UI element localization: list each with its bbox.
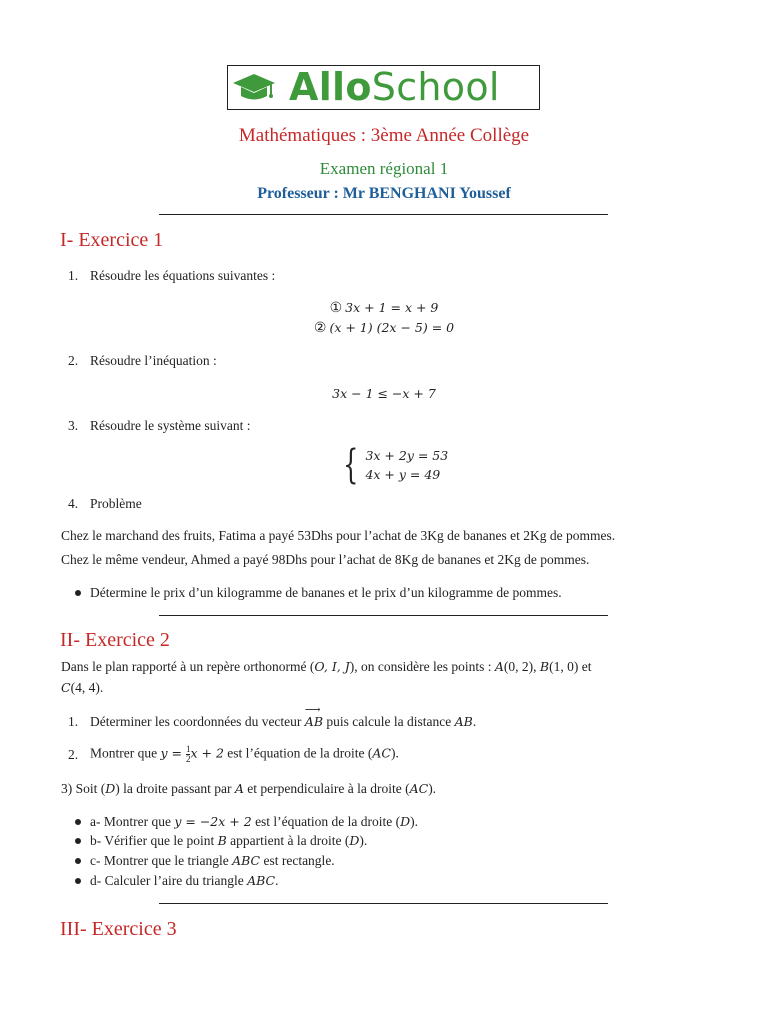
inequation: 3x − 1 ≤ −x + 7 bbox=[332, 386, 436, 401]
divider bbox=[159, 615, 608, 616]
logo-text: AlloSchool bbox=[289, 65, 500, 109]
paragraph: Dans le plan rapporté à un repère orthonormé (O, I, J), on considère les points : A(0, 2), B(1, 0) et bbox=[61, 659, 592, 674]
graduation-cap-icon bbox=[231, 70, 277, 106]
alloschool-logo[interactable] bbox=[227, 65, 540, 110]
question-number: 1. bbox=[68, 714, 79, 729]
circled-1-icon: ① bbox=[329, 301, 343, 316]
exercise-2-heading: II- Exercice 2 bbox=[60, 629, 170, 651]
equation-system bbox=[338, 442, 449, 488]
paragraph: 3) Soit (D) la droite passant par A et perpendiculaire à la droite (AC). bbox=[61, 781, 437, 796]
exercise-3-heading: III- Exercice 3 bbox=[60, 918, 177, 940]
bullet-text: c- Montrer que le triangle ABC est rectangle. bbox=[90, 853, 335, 868]
fraction: $\frac{1}{2}$ bbox=[185, 744, 191, 764]
question-text: Résoudre le système suivant : bbox=[90, 418, 251, 433]
bullet-text: Détermine le prix d’un kilogramme de bananes et le prix d’un kilogramme de pommes. bbox=[90, 585, 562, 600]
bullet-icon bbox=[75, 878, 81, 884]
divider bbox=[159, 214, 608, 215]
equation-2: ② (x + 1) (2x − 5) = 0 bbox=[313, 320, 455, 336]
system-line-1: 3x + 2y = 53 bbox=[365, 448, 449, 463]
document-subtitle: Examen régional 1 bbox=[319, 159, 449, 178]
bullet-icon bbox=[75, 858, 81, 864]
paragraph: C(4, 4). bbox=[61, 680, 104, 695]
equation-1: ① 3x + 1 = x + 9 bbox=[329, 300, 439, 316]
divider bbox=[159, 903, 608, 904]
paragraph: Chez le marchand des fruits, Fatima a payé 53Dhs pour l’achat de 3Kg de bananes et 2Kg de pommes. bbox=[61, 528, 616, 543]
bullet-icon bbox=[75, 590, 81, 596]
exercise-1-heading: I- Exercice 1 bbox=[60, 229, 164, 251]
document-title: Mathématiques : 3ème Année Collège bbox=[238, 125, 530, 146]
bullet-text: a- Montrer que y = −2x + 2 est l’équation de la droite (D). bbox=[90, 814, 419, 829]
circled-2-icon: ② bbox=[313, 321, 327, 336]
paragraph: Chez le même vendeur, Ahmed a payé 98Dhs pour l’achat de 8Kg de bananes et 2Kg de pommes. bbox=[61, 552, 590, 567]
teacher-name: Professeur : Mr BENGHANI Youssef bbox=[257, 185, 511, 202]
question-number: 2. bbox=[68, 747, 79, 762]
question-text: Résoudre l’inéquation : bbox=[90, 353, 217, 368]
question-number: 2. bbox=[68, 353, 79, 368]
question-text: Déterminer les coordonnées du vecteur ⟶ AB puis calcule la distance AB. bbox=[90, 714, 476, 730]
bullet-text: d- Calculer l’aire du triangle ABC. bbox=[90, 873, 279, 888]
question-text: Montrer que y = $\frac{1}{2}$ x + 2 est l’équation de la droite (AC). bbox=[90, 744, 399, 764]
bullet-icon bbox=[75, 838, 81, 844]
brace: { bbox=[343, 442, 359, 488]
bullet-icon bbox=[75, 819, 81, 825]
question-number: 1. bbox=[68, 268, 79, 283]
question-text: Problème bbox=[90, 496, 142, 511]
vector-ab: ⟶ AB bbox=[305, 714, 323, 729]
system-line-2: 4x + y = 49 bbox=[365, 467, 441, 482]
question-text: Résoudre les équations suivantes : bbox=[90, 268, 276, 283]
question-number: 4. bbox=[68, 496, 79, 511]
question-number: 3. bbox=[68, 418, 79, 433]
bullet-text: b- Vérifier que le point B appartient à la droite (D). bbox=[90, 833, 368, 848]
